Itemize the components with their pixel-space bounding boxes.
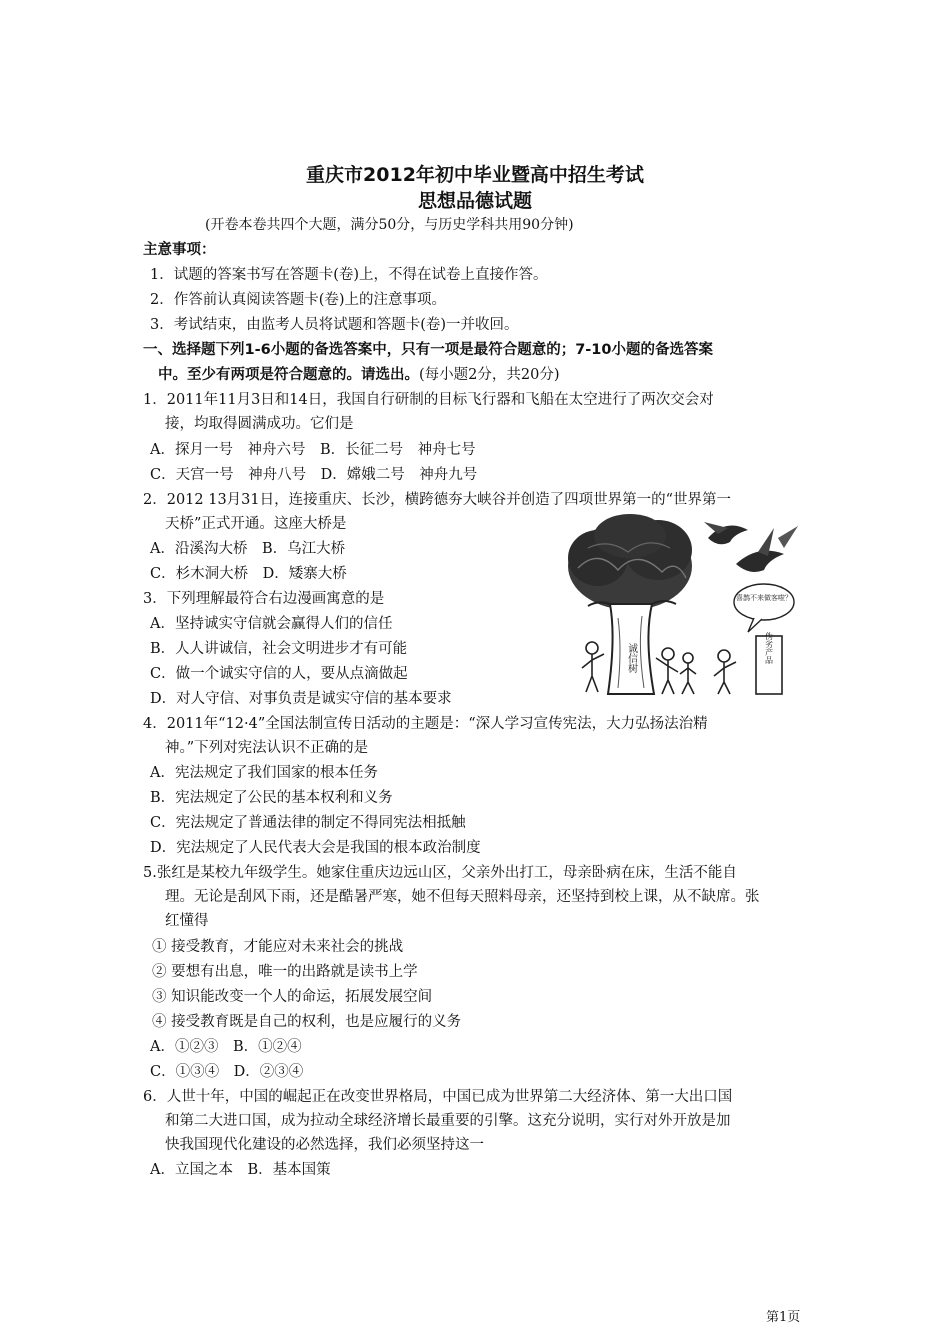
q2-stem-cont: 天桥”正式开通。这座大桥是	[165, 516, 347, 532]
q5-options-ab: A．①②③ B．①②④	[150, 1039, 302, 1055]
note-item: 1．试题的答案书写在答题卡(卷)上，不得在试卷上直接作答。	[150, 267, 548, 283]
q3-stem: 3．下列理解最符合右边漫画寓意的是	[143, 591, 385, 607]
q4-option-a: A．宪法规定了我们国家的根本任务	[150, 765, 378, 781]
q5-item: ② 要想有出息，唯一的出路就是读书上学	[152, 964, 418, 980]
q6-options-ab: A．立国之本 B．基本国策	[150, 1162, 331, 1178]
honesty-tree-cartoon	[558, 508, 816, 704]
q3-option-b: B．人人讲诚信，社会文明进步才有可能	[150, 641, 408, 657]
trunk-label: 诚信树	[625, 643, 637, 673]
note-item: 2．作答前认真阅读答题卡(卷)上的注意事项。	[150, 292, 447, 308]
sign-text: 伪劣产品	[764, 632, 774, 664]
q5-item: ④ 接受教育既是自己的权利，也是应履行的义务	[152, 1014, 462, 1030]
q4-option-c: C．宪法规定了普通法律的制定不得同宪法相抵触	[150, 815, 466, 831]
exam-title: 重庆市2012年初中毕业暨高中招生考试	[306, 164, 644, 186]
q3-option-a: A．坚持诚实守信就会赢得人们的信任	[150, 616, 393, 632]
speech-text: 喜鹊不来做客啦？	[736, 594, 792, 602]
q5-stem: 5.张红是某校九年级学生。她家住重庆边远山区，父亲外出打工，母亲卧病在床，生活不能自	[143, 865, 737, 881]
q4-option-b: B．宪法规定了公民的基本权利和义务	[150, 790, 393, 806]
section1-instructions-cont	[158, 365, 560, 385]
exam-subject-title: 思想品德试题	[417, 190, 532, 212]
q4-stem-cont: 神。”下列对宪法认识不正确的是	[165, 740, 369, 756]
q5-item: ③ 知识能改变一个人的命运，拓展发展空间	[152, 989, 433, 1005]
bird-icon	[736, 526, 798, 572]
q3-option-d: D．对人守信、对事负责是诚实守信的基本要求	[150, 691, 452, 707]
q2-options-cd: C．杉木洞大桥 D．矮寨大桥	[150, 566, 347, 582]
q3-option-c: C．做一个诚实守信的人，要从点滴做起	[150, 666, 408, 682]
speech-bubble	[734, 584, 794, 632]
q6-stem-cont: 快我国现代化建设的必然选择，我们必须坚持这一	[165, 1137, 484, 1153]
page-number: 第1页	[766, 1310, 801, 1325]
note-item: 3．考试结束，由监考人员将试题和答题卡(卷)一并收回。	[150, 317, 519, 333]
q4-option-d: D．宪法规定了人民代表大会是我国的根本政治制度	[150, 840, 481, 856]
tree-trunk	[588, 601, 676, 694]
person-figures	[582, 642, 736, 694]
q1-stem-cont: 接，均取得圆满成功。它们是	[165, 416, 354, 432]
q5-stem-cont: 理。无论是刮风下雨，还是酷暑严寒，她不但每天照料母亲，还坚持到校上课，从不缺席。张	[165, 889, 760, 905]
q5-stem-cont: 红懂得	[165, 913, 209, 929]
section1-bold-part: 中。至少有两项是符合题意的。请选出。	[158, 367, 419, 383]
q2-stem: 2．2012 13月31日，连接重庆、长沙，横跨德夯大峡谷并创造了四项世界第一的“世界第一	[143, 492, 732, 508]
tree-canopy	[568, 514, 692, 610]
q6-stem-cont: 和第二大进口国，成为拉动全球经济增长最重要的引擎。这充分说明，实行对外开放是加	[165, 1113, 731, 1129]
q5-item: ① 接受教育，才能应对未来社会的挑战	[152, 939, 404, 955]
q6-stem: 6．人世十年，中国的崛起正在改变世界格局，中国已成为世界第二大经济体、第一大出口国	[143, 1089, 733, 1105]
q1-stem: 1．2011年11月3日和14日，我国自行研制的目标飞行器和飞船在太空进行了两次交会对	[143, 392, 714, 408]
bird-icon	[704, 522, 748, 544]
q1-options-cd: C．天宫一号 神舟八号 D．嫦娥二号 神舟九号	[150, 467, 478, 483]
q5-options-cd: C．①③④ D．②③④	[150, 1064, 304, 1080]
section1-instructions: 一、选择题下列1-6小题的备选答案中，只有一项是最符合题意的；7-10小题的备选答案	[143, 342, 713, 358]
q2-options-ab: A．沿溪沟大桥 B．乌江大桥	[150, 541, 346, 557]
exam-subtitle: (开卷本卷共四个大题，满分50分，与历史学科共用90分钟)	[205, 217, 574, 233]
q1-options-ab: A．探月一号 神舟六号 B．长征二号 神舟七号	[150, 442, 476, 458]
q4-stem: 4．2011年“12·4”全国法制宣传日活动的主题是：“深人学习宣传宪法，大力弘扬法治精	[143, 716, 708, 732]
sign-board	[756, 631, 782, 694]
notes-heading: 主意事项：	[143, 242, 216, 258]
section1-score: (每小题2分，共20分)	[419, 367, 560, 383]
